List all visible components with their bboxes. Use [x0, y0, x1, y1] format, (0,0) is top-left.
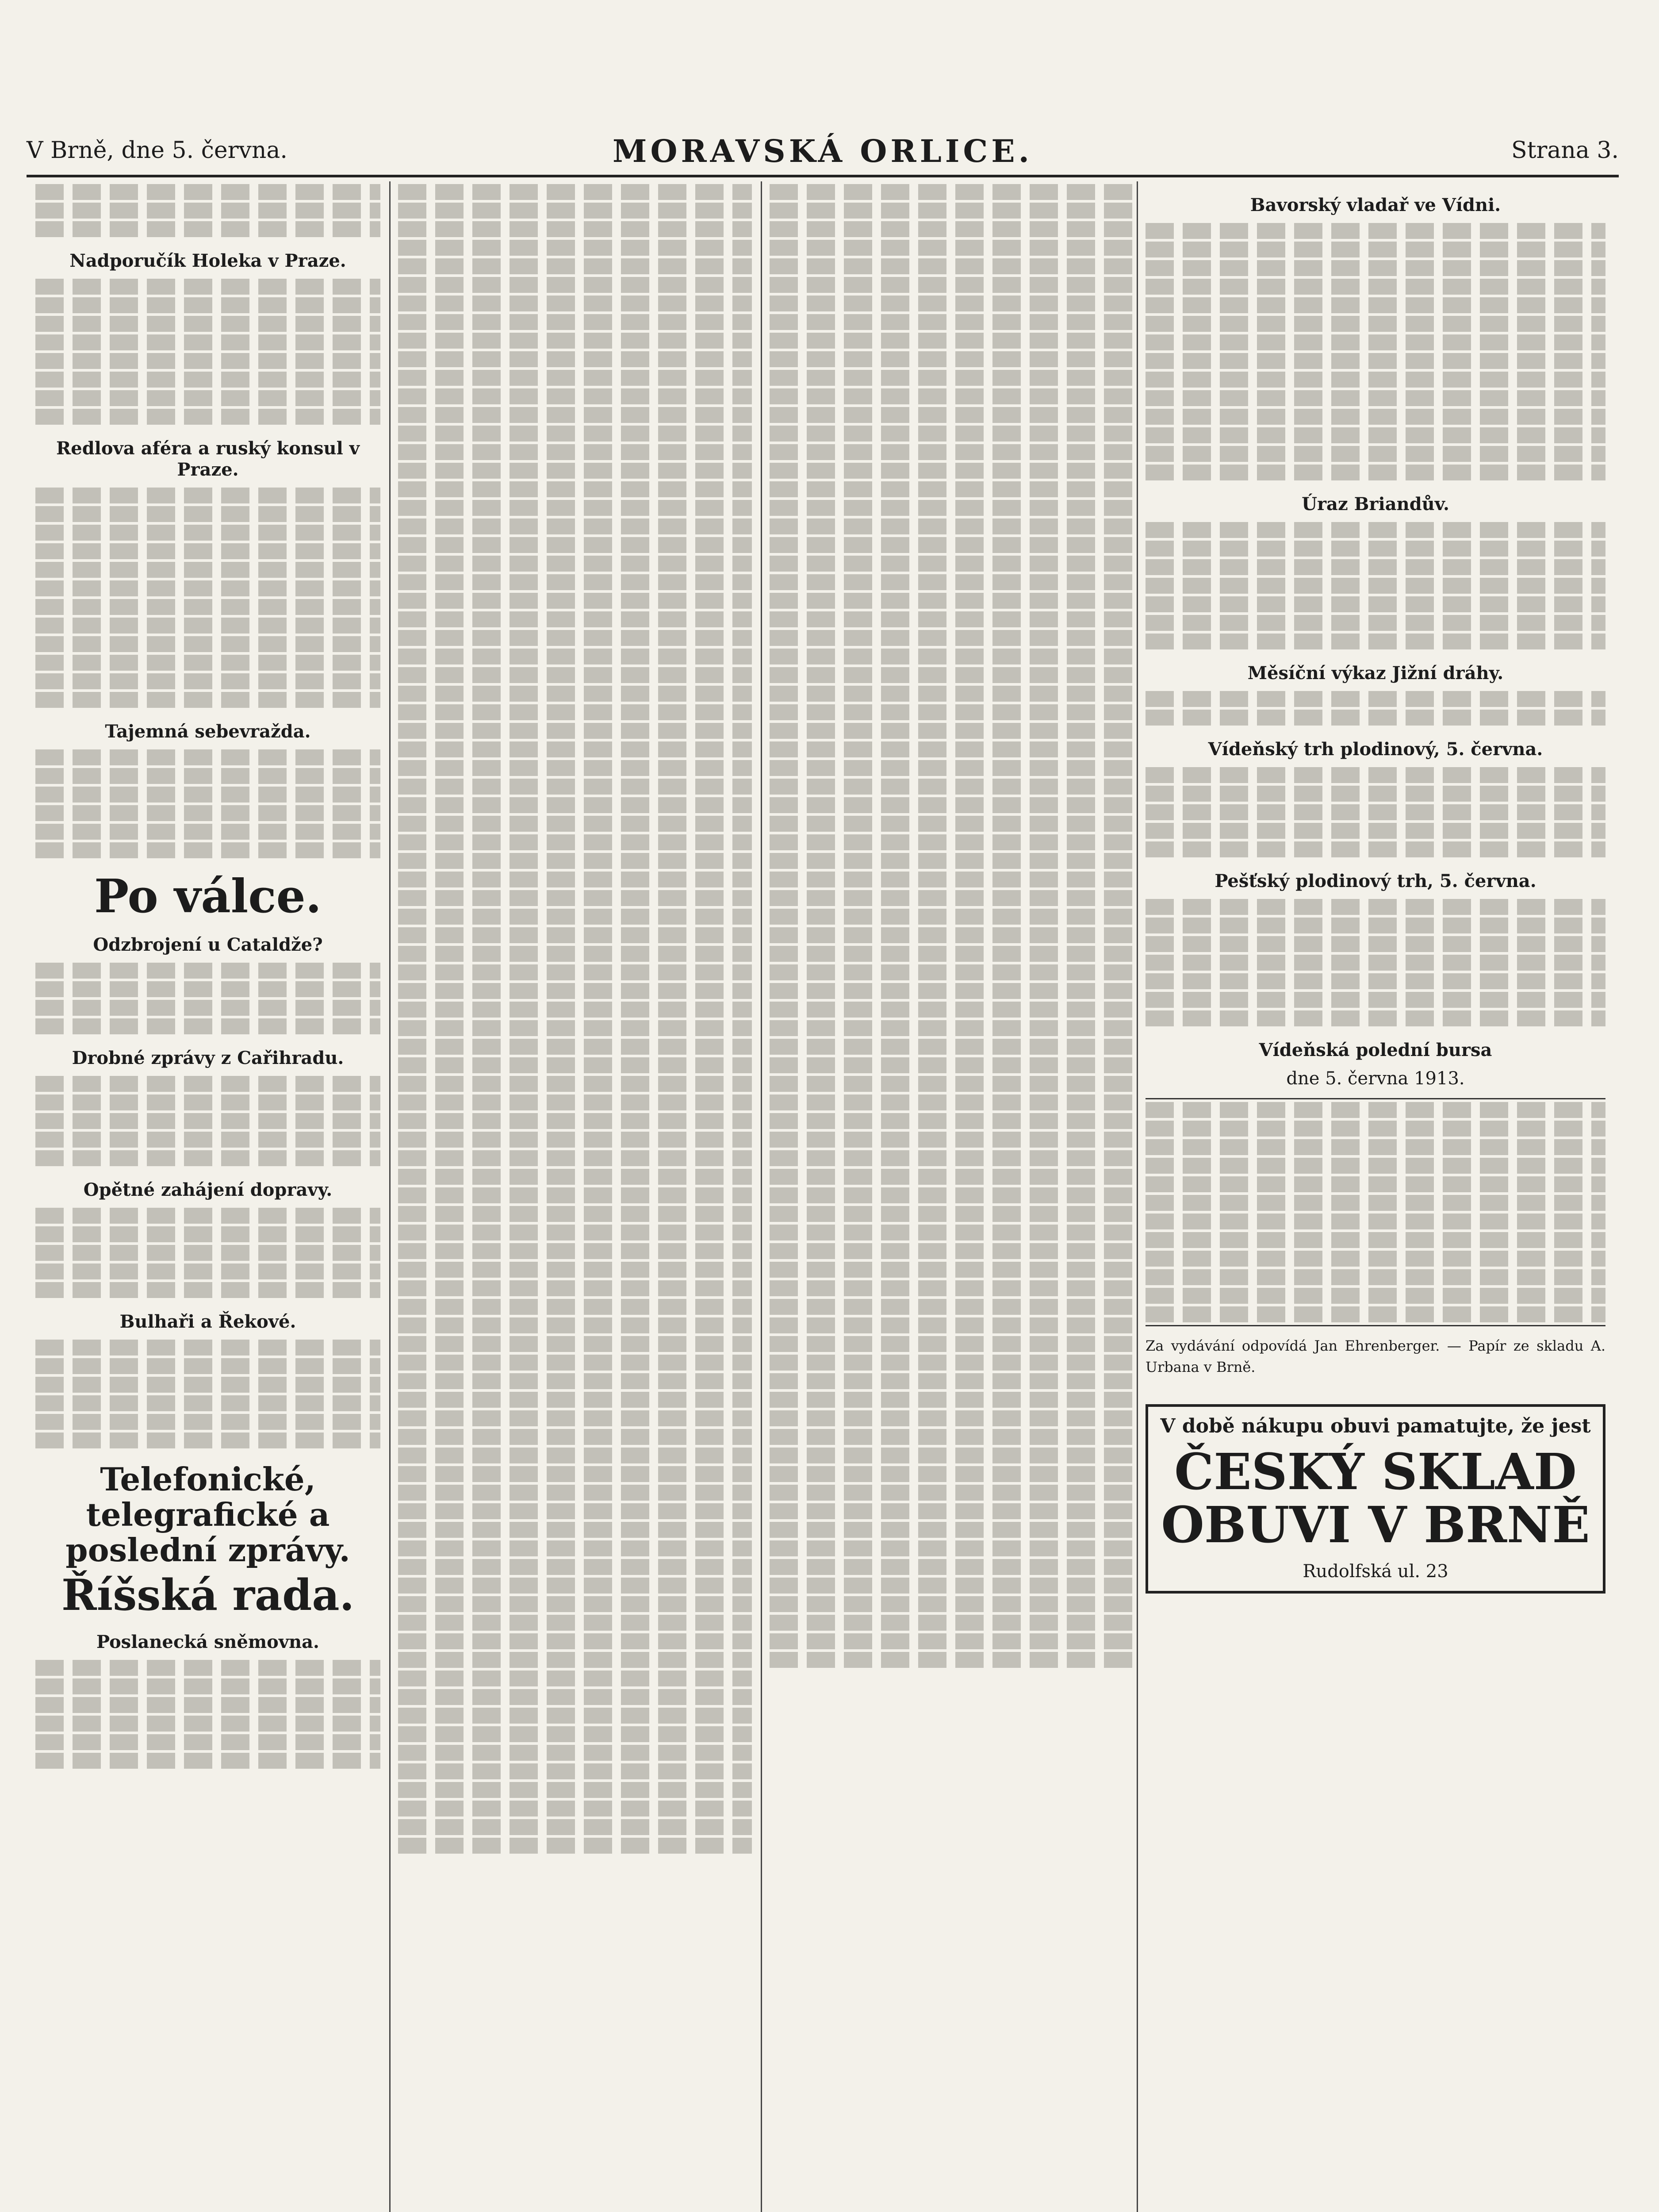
- column-divider: [389, 181, 391, 2212]
- headline: Bulhaři a Řekové.: [119, 1311, 296, 1332]
- headline: Redlova aféra a ruský konsul v Praze.: [56, 438, 360, 480]
- bursa-date: dne 5. června 1913.: [1286, 1068, 1465, 1089]
- headline: Pešťský plodinový trh, 5. června.: [1215, 871, 1536, 891]
- headline: Tajemná sebevražda.: [105, 721, 311, 742]
- headline: Bavorský vladař ve Vídni.: [1250, 195, 1501, 215]
- column-divider: [761, 181, 762, 2212]
- headline: Poslanecká sněmovna.: [96, 1632, 319, 1652]
- dateline: V Brně, dne 5. června.: [27, 137, 287, 164]
- headline: Vídeňský trh plodinový, 5. června.: [1208, 739, 1543, 760]
- column-4: [1146, 181, 1605, 2212]
- column-divider: [1137, 181, 1138, 2212]
- headline: Drobné zprávy z Cařihradu.: [72, 1048, 344, 1068]
- imprint: Za vydávání odpovídá Jan Ehrenberger. — Papír ze skladu A. Urbana v Brně.: [1146, 1337, 1605, 1375]
- column-2: [398, 181, 752, 2212]
- section-title: Po válce.: [94, 869, 322, 923]
- headline: Opětné zahájení dopravy.: [83, 1179, 333, 1200]
- headline: Úraz Briandův.: [1302, 494, 1449, 515]
- column-1: [35, 181, 380, 2212]
- header-rule: [27, 175, 1619, 177]
- headline: Odzbrojení u Cataldže?: [93, 934, 323, 955]
- ad-address: Rudolfská ul. 23: [1303, 1561, 1448, 1582]
- masthead: MORAVSKÁ ORLICE.: [613, 133, 1033, 169]
- headline: Vídeňská polední bursa: [1259, 1040, 1492, 1060]
- page-header: [27, 133, 1619, 168]
- bursa-table: [1146, 1098, 1605, 1326]
- ad-tagline: V době nákupu obuvi pamatujte, že jest: [1160, 1415, 1591, 1437]
- column-3: [770, 181, 1132, 2212]
- headline: Měsíční výkaz Jižní dráhy.: [1247, 663, 1504, 684]
- section-title: Říšská rada.: [61, 1570, 354, 1620]
- advertisement: [1146, 1404, 1605, 1594]
- headline: Nadporučík Holeka v Praze.: [69, 250, 346, 271]
- section-title: Telefonické, telegrafické a poslední zprávy.: [65, 1460, 350, 1569]
- ad-title: ČESKÝ SKLAD OBUVI V BRNĚ: [1161, 1443, 1590, 1554]
- page-number: Strana 3.: [1511, 137, 1619, 164]
